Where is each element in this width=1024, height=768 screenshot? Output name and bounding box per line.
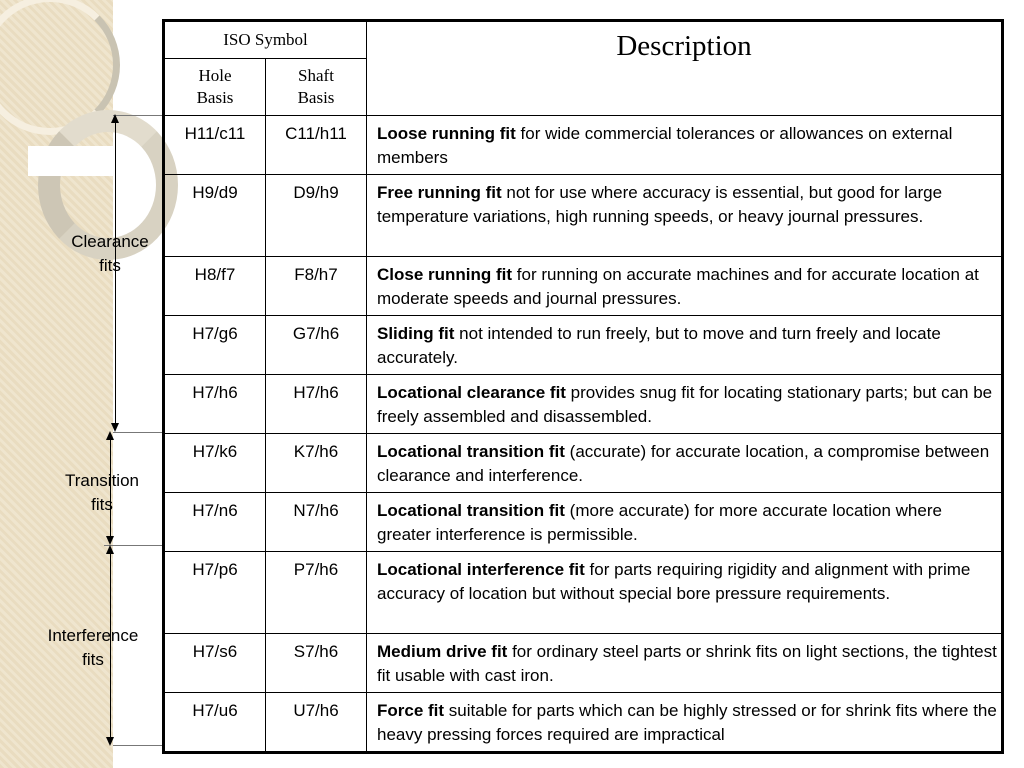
fit-name: Sliding fit [377,324,455,343]
fits-table [162,19,1004,754]
fit-name: Close running fit [377,265,513,284]
hole-basis-cell: H8/f7 [164,257,266,316]
group-divider [113,115,162,116]
transition-fits-label: Transition fits [64,471,139,514]
fit-name: Loose running fit [377,124,516,143]
description-cell [367,434,1003,493]
shaft-basis-cell: N7/h6 [266,493,367,552]
fit-name: Locational transition fit [377,501,565,520]
description-cell [367,257,1003,316]
interference-fits-label: Interference fits [47,626,139,669]
shaft-basis-header: Shaft Basis [266,59,367,116]
group-divider [113,432,162,433]
shaft-basis-cell: P7/h6 [266,552,367,634]
table-row [164,175,1003,257]
shaft-basis-cell: H7/h6 [266,375,367,434]
fit-description: (more accurate) for more accurate location where greater interference is permissible. [377,501,942,544]
arrow-up-icon [111,114,119,123]
shaft-basis-cell: S7/h6 [266,634,367,693]
fit-name: Locational interference fit [377,560,585,579]
hole-basis-header: Hole Basis [164,59,266,116]
description-cell [367,175,1003,257]
description-header: Description [367,21,1003,116]
hole-basis-cell: H7/p6 [164,552,266,634]
fit-description: for ordinary steel parts or shrink fits on light sections, the tightest fit usable with cast iron. [377,642,997,685]
table-row [164,693,1003,753]
table-row [164,316,1003,375]
hole-basis-cell: H7/s6 [164,634,266,693]
decorative-bar [28,146,118,176]
table-row [164,552,1003,634]
fit-description: not for use where accuracy is essential, but good for large temperature variations, high running speeds, or heavy journal pressures. [377,183,943,226]
fit-description: not intended to run freely, but to move and turn freely and locate accurately. [377,324,941,367]
fit-description: suitable for parts which can be highly stressed or for shrink fits where the heavy pressing forces required are impractical [377,701,997,744]
table-row [164,634,1003,693]
fit-description: for wide commercial tolerances or allowances on external members [377,124,953,167]
hole-basis-cell: H9/d9 [164,175,266,257]
fit-name: Force fit [377,701,445,720]
table-row [164,116,1003,175]
hole-basis-cell: H7/u6 [164,693,266,753]
arrow-down-icon [106,536,114,545]
shaft-basis-cell: F8/h7 [266,257,367,316]
shaft-basis-cell: G7/h6 [266,316,367,375]
description-cell [367,375,1003,434]
hole-basis-cell: H7/n6 [164,493,266,552]
fit-name: Medium drive fit [377,642,508,661]
table-row [164,257,1003,316]
fit-description: provides snug fit for locating stationary parts; but can be freely assembled and disassembled. [377,383,993,426]
shaft-basis-cell: D9/h9 [266,175,367,257]
shaft-basis-cell: U7/h6 [266,693,367,753]
fit-name: Locational clearance fit [377,383,566,402]
description-cell [367,116,1003,175]
description-cell [367,693,1003,753]
description-cell [367,316,1003,375]
fit-description: for running on accurate machines and for accurate location at moderate speeds and journal pressures. [377,265,979,308]
table-row [164,375,1003,434]
shaft-basis-cell: K7/h6 [266,434,367,493]
arrow-up-icon [106,545,114,554]
description-cell [367,634,1003,693]
arrow-up-icon [106,431,114,440]
clearance-fits-label: Clearance fits [71,232,149,275]
fit-description: for parts requiring rigidity and alignment with prime accuracy of location but without special bore pressure requirements. [377,560,971,603]
description-cell [367,552,1003,634]
fit-description: (accurate) for accurate location, a compromise between clearance and interference. [377,442,990,485]
description-cell [367,493,1003,552]
fit-name: Locational transition fit [377,442,565,461]
hole-basis-cell: H11/c11 [164,116,266,175]
table-row [164,434,1003,493]
table-row [164,493,1003,552]
iso-symbol-header: ISO Symbol [164,21,367,59]
fit-name: Free running fit [377,183,502,202]
shaft-basis-cell: C11/h11 [266,116,367,175]
hole-basis-cell: H7/k6 [164,434,266,493]
group-divider [113,745,162,746]
hole-basis-cell: H7/h6 [164,375,266,434]
hole-basis-cell: H7/g6 [164,316,266,375]
